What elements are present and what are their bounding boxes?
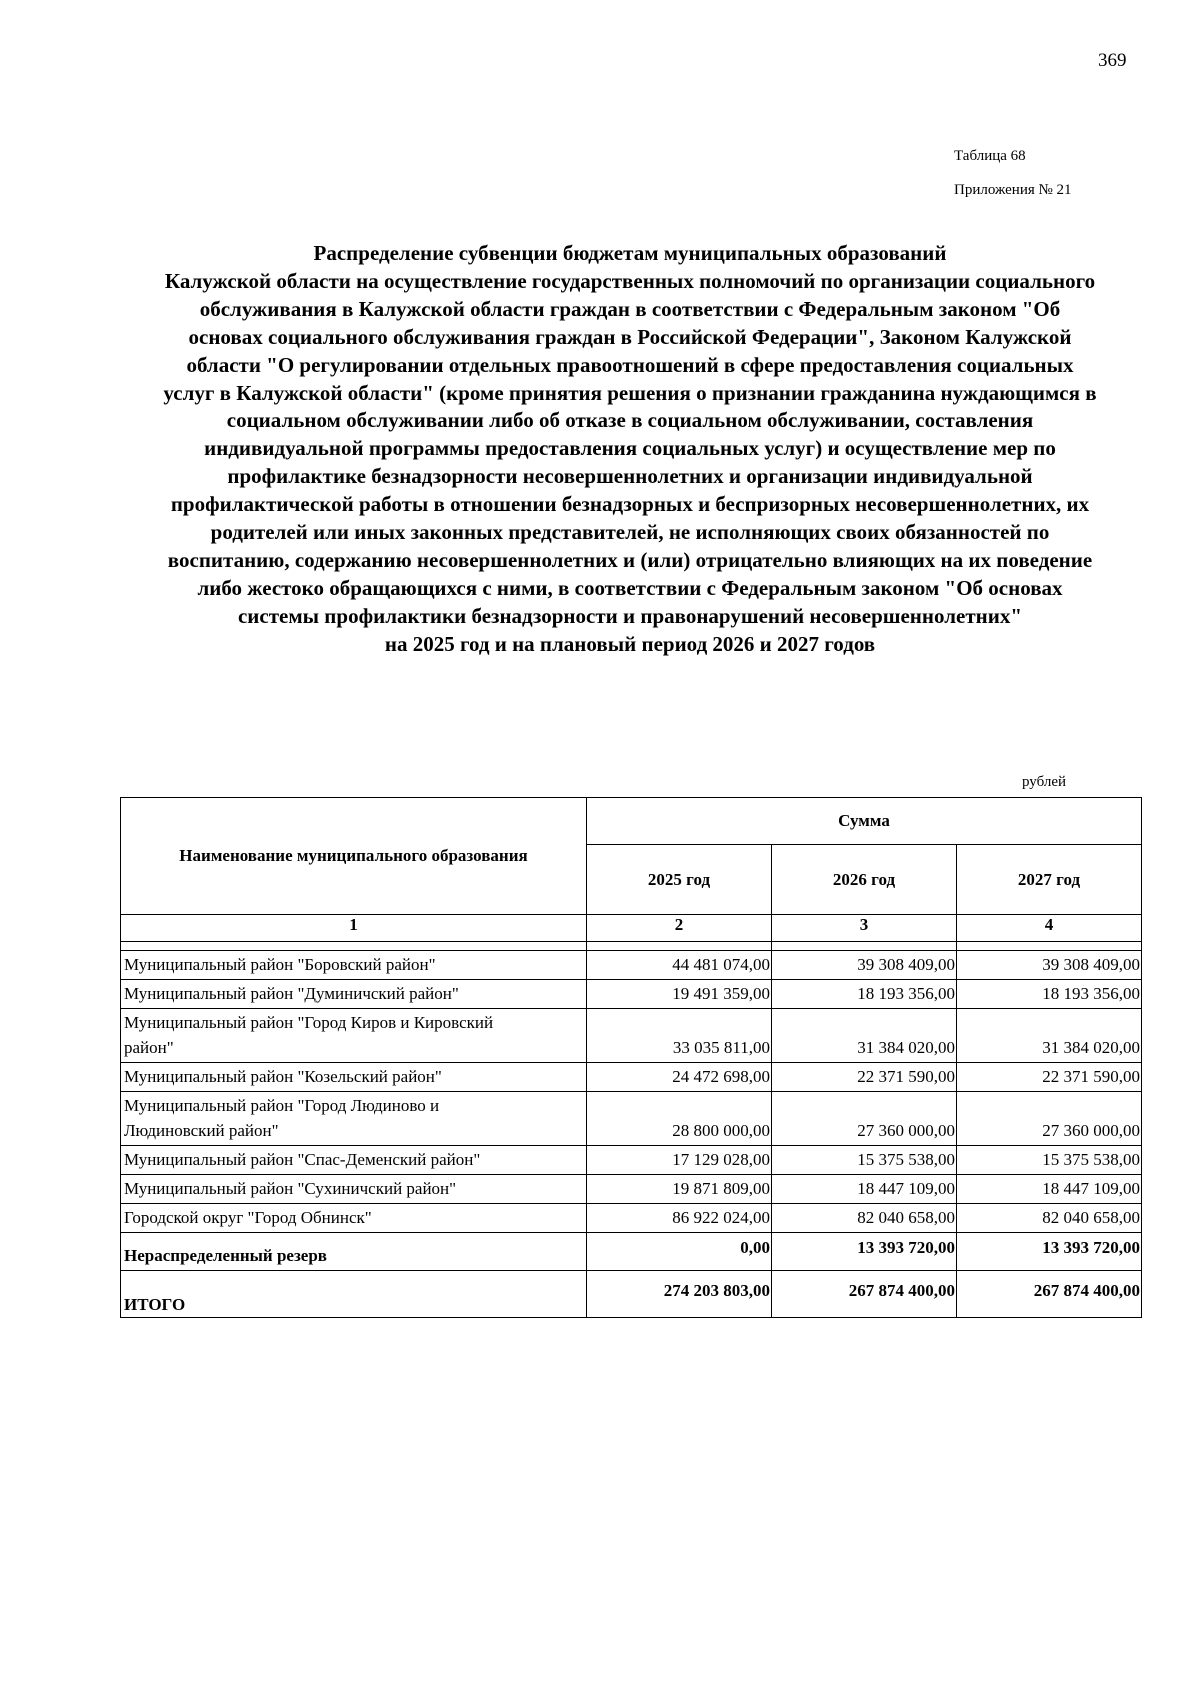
table-row <box>121 1009 1142 1063</box>
header-year-2026: 2026 год <box>772 845 957 915</box>
spacer-cell <box>587 942 772 951</box>
reserve-2025: 0,00 <box>587 1233 772 1271</box>
appendix-reference: Приложения № 21 <box>954 182 1072 198</box>
column-index: 2 <box>587 915 772 942</box>
municipality-name: Муниципальный район "Козельский район" <box>121 1063 587 1092</box>
total-2026: 267 874 400,00 <box>772 1271 957 1318</box>
value-2025: 44 481 074,00 <box>587 951 772 980</box>
value-2025: 33 035 811,00 <box>587 1009 772 1063</box>
value-2025: 19 491 359,00 <box>587 980 772 1009</box>
table-row <box>121 951 1142 980</box>
spacer-cell <box>957 942 1142 951</box>
reserve-2027: 13 393 720,00 <box>957 1233 1142 1271</box>
spacer-cell <box>121 942 587 951</box>
column-index-row <box>121 915 1142 942</box>
title-line: воспитанию, содержанию несовершеннолетних и (или) отрицательно влияющих на их поведение <box>167 547 1093 572</box>
title-line: родителей или иных законных представителей, не исполняющих своих обязанностей по <box>210 520 1050 545</box>
column-index: 1 <box>121 915 587 942</box>
value-2026: 18 447 109,00 <box>772 1175 957 1204</box>
page-number: 369 <box>1098 50 1127 71</box>
reserve-name: Нераспределенный резерв <box>121 1233 587 1271</box>
total-2025: 274 203 803,00 <box>587 1271 772 1318</box>
title-line: профилактической работы в отношении безнадзорных и беспризорных несовершеннолетних, их <box>170 492 1090 517</box>
title-line: профилактике безнадзорности несовершеннолетних и организации индивидуальной <box>227 464 1033 489</box>
column-index: 4 <box>957 915 1142 942</box>
total-2027: 267 874 400,00 <box>957 1271 1142 1318</box>
reserve-2026: 13 393 720,00 <box>772 1233 957 1271</box>
table-row <box>121 1063 1142 1092</box>
municipality-name: Муниципальный район "Спас-Деменский район" <box>121 1146 587 1175</box>
value-2025: 28 800 000,00 <box>587 1092 772 1146</box>
header-row <box>121 798 1142 845</box>
municipality-name: Муниципальный район "Боровский район" <box>121 951 587 980</box>
value-2026: 31 384 020,00 <box>772 1009 957 1063</box>
value-2027: 27 360 000,00 <box>957 1092 1142 1146</box>
title-line: области "О регулировании отдельных правоотношений в сфере предоставления социальных <box>186 352 1074 377</box>
header-year-2027: 2027 год <box>957 845 1142 915</box>
value-2025: 19 871 809,00 <box>587 1175 772 1204</box>
municipality-name: Муниципальный район "Город Людиново и Людиновский район" <box>121 1092 587 1146</box>
table-row <box>121 1204 1142 1233</box>
title-line: услуг в Калужской области" (кроме принятия решения о признании гражданина нуждающимся в <box>163 380 1097 405</box>
title-line: на 2025 год и на плановый период 2026 и 2027 годов <box>384 631 876 656</box>
table-reference: Таблица 68 <box>954 148 1026 164</box>
table-row <box>121 1146 1142 1175</box>
title-line: Калужской области на осуществление государственных полномочий по организации социального <box>164 268 1096 293</box>
spacer-row <box>121 942 1142 951</box>
value-2025: 17 129 028,00 <box>587 1146 772 1175</box>
value-2026: 18 193 356,00 <box>772 980 957 1009</box>
title-line: либо жестоко обращающихся с ними, в соответствии с Федеральным законом "Об основах <box>197 575 1063 600</box>
value-2025: 86 922 024,00 <box>587 1204 772 1233</box>
municipality-name: Муниципальный район "Сухиничский район" <box>121 1175 587 1204</box>
title-line: социальном обслуживании либо об отказе в социальном обслуживании, составления <box>226 408 1034 433</box>
title-line: системы профилактики безнадзорности и правонарушений несовершеннолетних" <box>237 603 1022 628</box>
value-2027: 18 447 109,00 <box>957 1175 1142 1204</box>
title-line: основах социального обслуживания граждан в Российской Федерации", Законом Калужской <box>188 324 1072 349</box>
value-2027: 82 040 658,00 <box>957 1204 1142 1233</box>
municipality-name: Муниципальный район "Думиничский район" <box>121 980 587 1009</box>
title-line: обслуживания в Калужской области граждан в соответствии с Федеральным законом "Об <box>199 296 1061 321</box>
header-year-2025: 2025 год <box>587 845 772 915</box>
unit-label: рублей <box>1022 774 1067 790</box>
total-row <box>121 1271 1142 1318</box>
value-2026: 82 040 658,00 <box>772 1204 957 1233</box>
value-2027: 22 371 590,00 <box>957 1063 1142 1092</box>
document-title <box>100 240 1160 659</box>
value-2027: 18 193 356,00 <box>957 980 1142 1009</box>
value-2027: 31 384 020,00 <box>957 1009 1142 1063</box>
municipality-name: Городской округ "Город Обнинск" <box>121 1204 587 1233</box>
spacer-cell <box>772 942 957 951</box>
header-sum: Сумма <box>587 798 1142 845</box>
subvention-table <box>120 797 1142 1318</box>
table-row <box>121 1175 1142 1204</box>
header-municipality: Наименование муниципального образования <box>121 798 587 915</box>
title-line: индивидуальной программы предоставления социальных услуг) и осуществление мер по <box>204 436 1056 461</box>
value-2025: 24 472 698,00 <box>587 1063 772 1092</box>
value-2027: 15 375 538,00 <box>957 1146 1142 1175</box>
value-2026: 22 371 590,00 <box>772 1063 957 1092</box>
table-row <box>121 1092 1142 1146</box>
value-2026: 27 360 000,00 <box>772 1092 957 1146</box>
value-2026: 39 308 409,00 <box>772 951 957 980</box>
total-label: ИТОГО <box>121 1271 587 1318</box>
value-2027: 39 308 409,00 <box>957 951 1142 980</box>
column-index: 3 <box>772 915 957 942</box>
value-2026: 15 375 538,00 <box>772 1146 957 1175</box>
table-row <box>121 980 1142 1009</box>
municipality-name: Муниципальный район "Город Киров и Кировский район" <box>121 1009 587 1063</box>
title-line: Распределение субвенции бюджетам муниципальных образований <box>313 241 947 265</box>
reserve-row <box>121 1233 1142 1271</box>
